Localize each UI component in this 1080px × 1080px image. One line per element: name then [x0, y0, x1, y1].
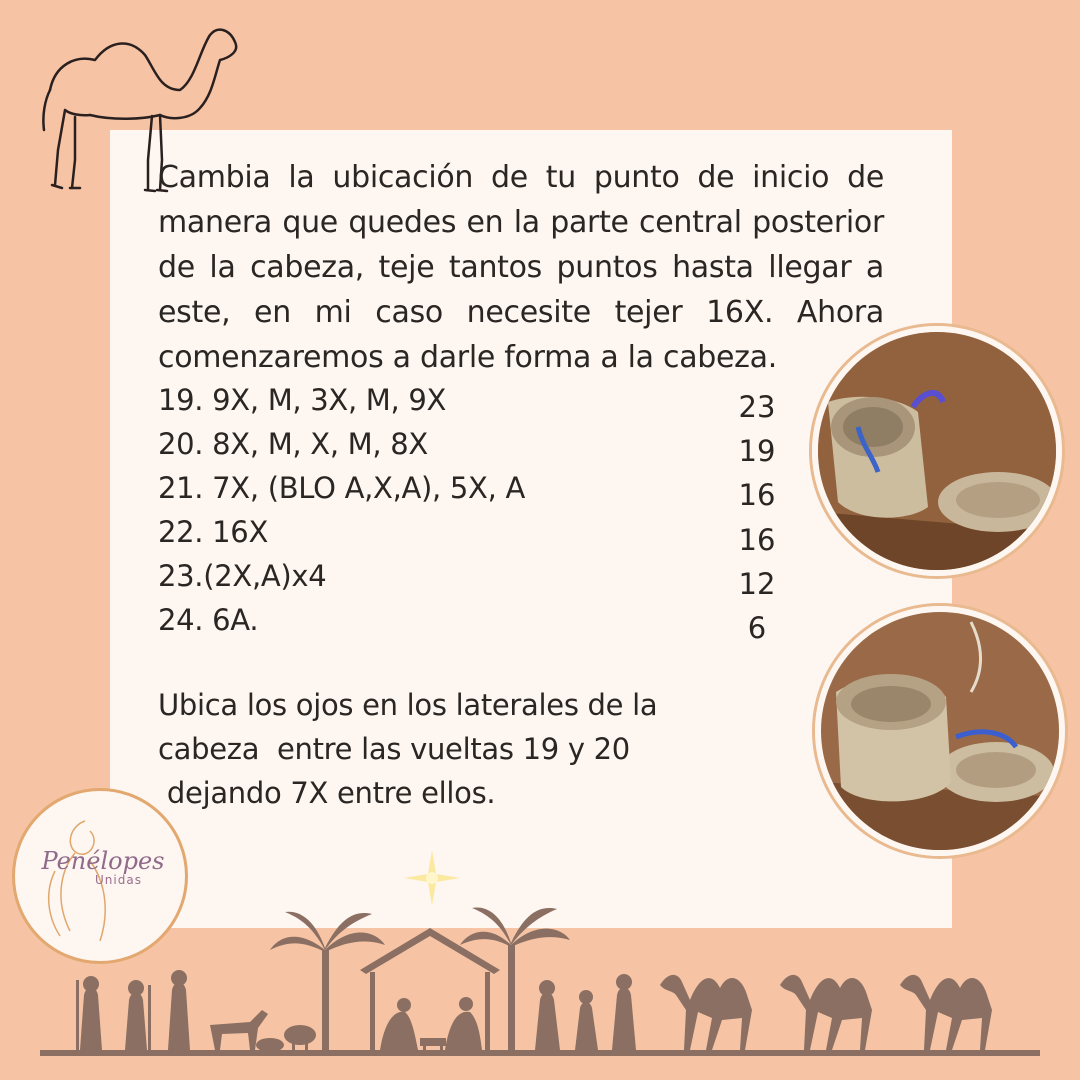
outro-paragraph: Ubica los ojos en los laterales de la cabeza entre las vueltas 19 y 20 dejando 7X entre ellos.	[158, 688, 658, 810]
stitch-count: 6	[747, 611, 767, 646]
stitch-counts	[725, 385, 789, 650]
stitch-count: 16	[738, 478, 776, 513]
stitch-count: 16	[738, 522, 776, 557]
logo-subtitle: Unidas	[95, 873, 142, 887]
nativity-silhouette-icon	[0, 900, 1080, 1080]
round-row: 24. 6A.	[158, 603, 259, 637]
round-row: 23.(2X,A)x4	[158, 559, 327, 593]
photo-crochet-head-1	[812, 326, 1062, 576]
round-row: 22. 16X	[158, 515, 269, 549]
photo-crochet-head-2	[815, 606, 1065, 856]
logo-name: Penélopes	[41, 847, 165, 875]
round-instructions	[158, 378, 718, 642]
stitch-count: 19	[738, 434, 776, 469]
round-row: 21. 7X, (BLO A,X,A), 5X, A	[158, 471, 525, 505]
stitch-count: 12	[738, 566, 776, 601]
round-row: 20. 8X, M, X, M, 8X	[158, 427, 428, 461]
star-icon	[402, 848, 462, 908]
round-row: 19. 9X, M, 3X, M, 9X	[158, 383, 447, 417]
stitch-count: 23	[738, 390, 776, 424]
intro-paragraph: Cambia la ubicación de tu punto de inicio de manera que quedes en la parte central posterior de la cabeza, teje tantos puntos hasta llegar a este, en mi caso necesite tejer 16X. Ahora comenzaremos a darle forma a la cabeza.	[158, 160, 884, 375]
